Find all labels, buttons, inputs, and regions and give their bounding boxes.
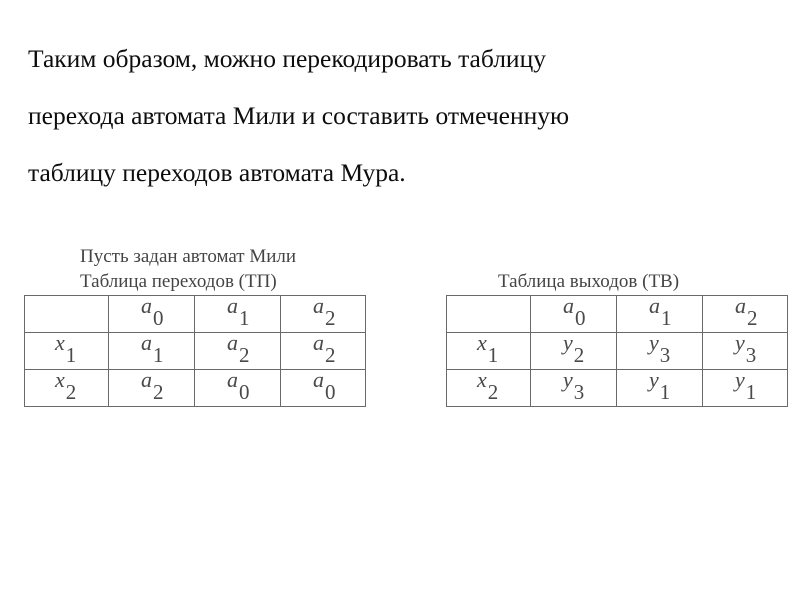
header-cell: a1 [617,296,703,333]
header-corner-cell [447,296,531,333]
table-cell: a1 [109,333,195,370]
output-table-caption: Таблица выходов (ТВ) [498,271,680,292]
header-corner-cell [25,296,109,333]
output-table [446,295,788,407]
table-row [25,370,366,407]
table-cell: y3 [531,370,617,407]
row-label-cell: x1 [25,333,109,370]
mealy-automaton-caption: Пусть задан автомат Мили [80,246,297,267]
table-cell: a2 [109,370,195,407]
intro-line: таблицу переходов автомата Мура. [28,158,406,187]
table-row [447,370,788,407]
intro-line: перехода автомата Мили и составить отмеченную [28,101,570,130]
header-cell: a2 [281,296,366,333]
table-row [447,333,788,370]
table-cell: a2 [195,333,281,370]
header-cell: a0 [531,296,617,333]
table-cell: a0 [195,370,281,407]
intro-paragraph [28,30,768,201]
header-cell: a2 [703,296,788,333]
row-label-cell: x2 [25,370,109,407]
header-cell: a1 [195,296,281,333]
header-cell: a0 [109,296,195,333]
table-cell: y1 [703,370,788,407]
intro-line: Таким образом, можно перекодировать таблицу [28,44,546,73]
table-cell: y3 [617,333,703,370]
transition-table-caption: Таблица переходов (ТП) [80,271,277,292]
row-label-cell: x2 [447,370,531,407]
table-cell: a0 [281,370,366,407]
table-cell: y1 [617,370,703,407]
table-cell: y3 [703,333,788,370]
table-cell: y2 [531,333,617,370]
transition-table [24,295,366,407]
table-row [25,333,366,370]
row-label-cell: x1 [447,333,531,370]
table-header-row [447,296,788,333]
table-cell: a2 [281,333,366,370]
table-header-row [25,296,366,333]
